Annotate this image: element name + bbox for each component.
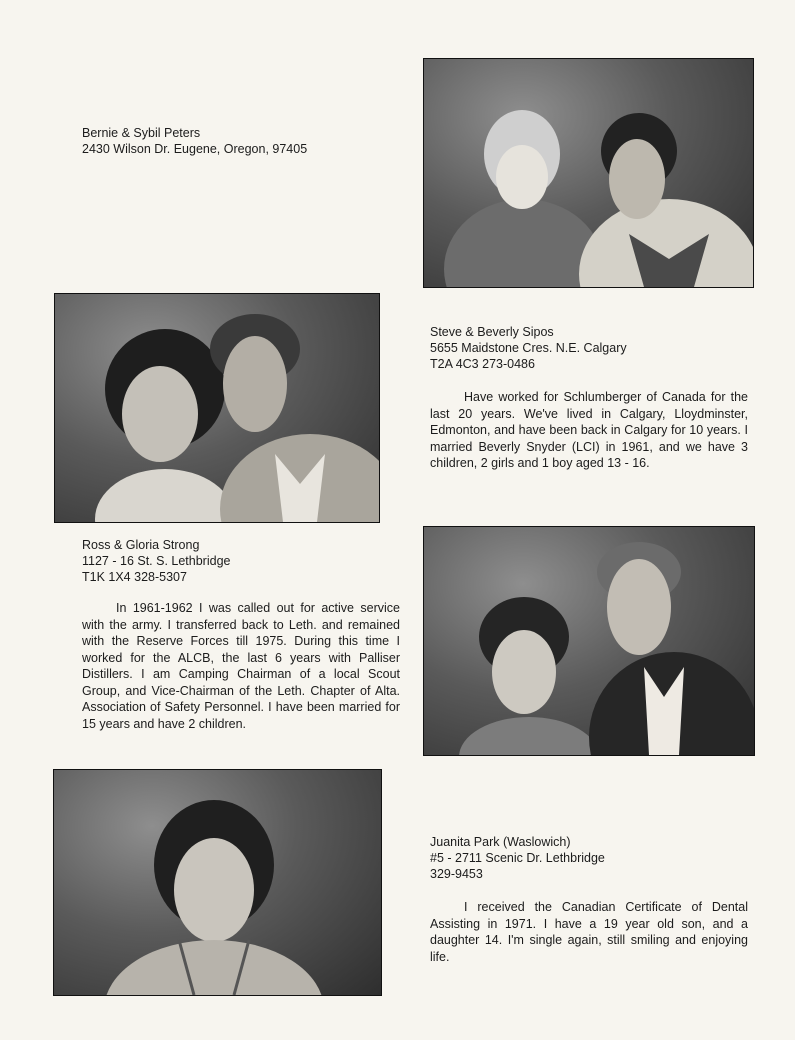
entry-bio: In 1961-1962 I was called out for active service with the army. I transferred back to Leth. and remained with the Reserve Forces till 1975. During this time I worked for the ALCB, the last 6 years with Palliser Distillers. I am Camping Chairman of a local Scout Group, and Vice-Chairman of the Leth. Chapter of Alta. Association of Safety Personnel. I have been married for 15 years and have 2 children. [82,601,400,731]
entry-names: Bernie & Sybil Peters [82,126,201,140]
entry-names: Ross & Gloria Strong [82,538,200,552]
entry-bio: Have worked for Schlumberger of Canada for the last 20 years. We've lived in Calgary, Lloydminster, Edmonton, and have been back in Calgary for 10 years. I married Beverly Snyder (LCI) in 1961, and we have 3 children, 2 girls and 1 boy aged 13 - 16. [430,390,748,470]
entry-address: 2430 Wilson Dr. Eugene, Oregon, 97405 [82,142,308,156]
entry-peters [82,125,307,157]
entry-names: Steve & Beverly Sipos [430,325,554,339]
photo-park [53,769,382,996]
entry-postal-phone: T1K 1X4 328-5307 [82,570,187,584]
entry-address: 1127 - 16 St. S. Lethbridge [82,554,231,568]
entry-postal-phone: T2A 4C3 273-0486 [430,357,535,371]
entry-names: Juanita Park (Waslowich) [430,835,571,849]
entry-address: #5 - 2711 Scenic Dr. Lethbridge [430,851,605,865]
photo-strong [54,293,380,523]
photo-couple [423,526,755,756]
entry-bio: I received the Canadian Certificate of Dental Assisting in 1971. I have a 19 year old son, and a daughter 14. I'm single again, still smiling and enjoying life. [430,900,748,964]
entry-strong [82,537,230,585]
entry-park [430,834,605,882]
entry-phone: 329-9453 [430,867,483,881]
entry-address: 5655 Maidstone Cres. N.E. Calgary [430,341,627,355]
entry-sipos [430,324,627,372]
photo-sipos [423,58,754,288]
